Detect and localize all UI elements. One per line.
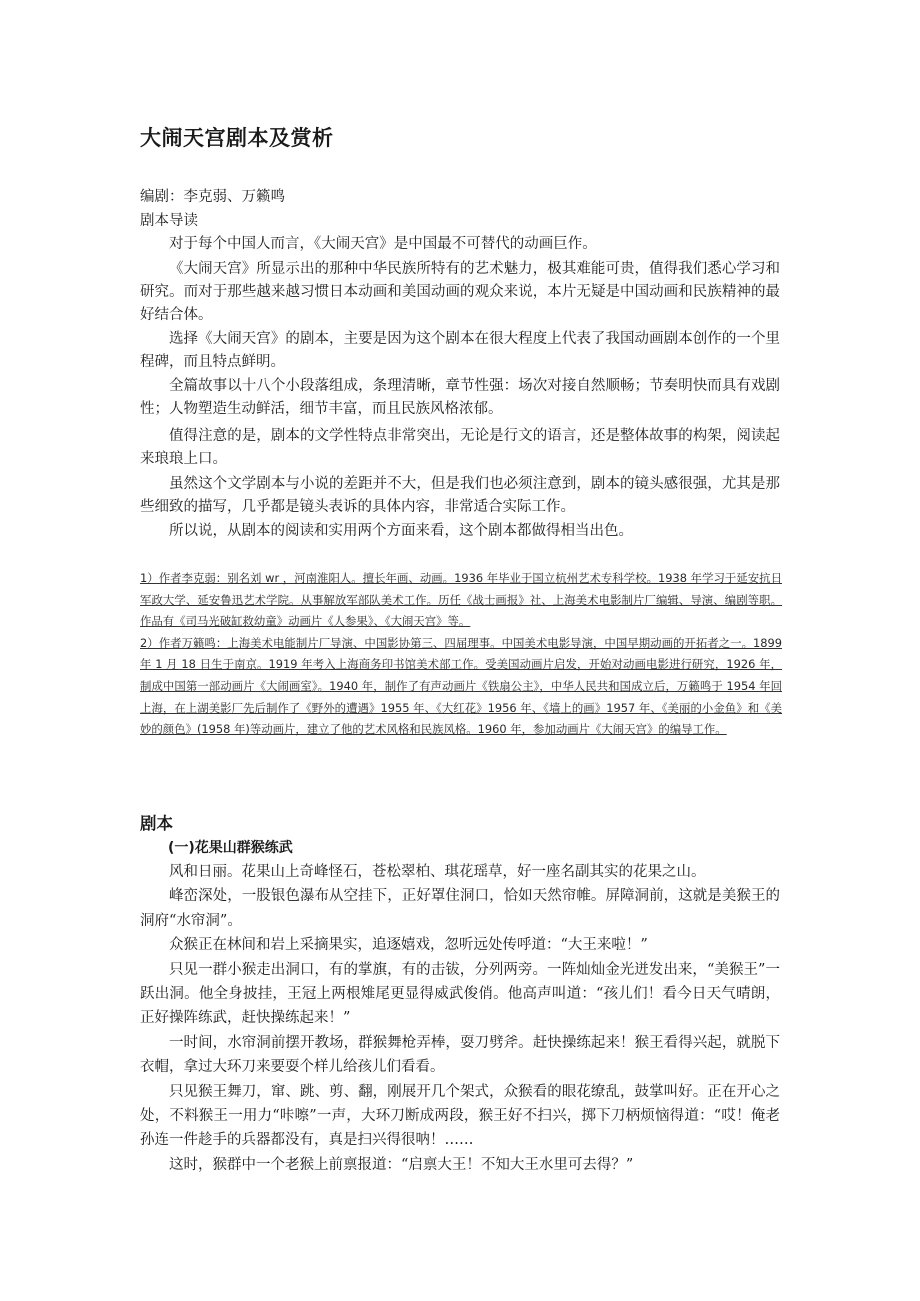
script-paragraph: 风和日丽。花果山上奇峰怪石，苍松翠柏、琪花瑶草，好一座名副其实的花果之山。 <box>169 864 706 880</box>
script-paragraph: 只见猴王舞刀，窜、跳、剪、翻，刚展开几个架式，众猴看的眼花缭乱，鼓掌叫好。正在开心之处，不料猴王一用力“咔嚓”一声，大环刀断成两段，猴王好不扫兴，掷下刀柄烦恼得道：“哎！俺老孙连一件趁手的兵器都没有，真是扫兴得很呐！…… <box>140 1083 780 1149</box>
page-title: 大闹天宫剧本及赏析 <box>140 126 334 150</box>
intro-paragraph: 对于每个中国人而言，《大闹天宫》是中国最不可替代的动画巨作。 <box>169 236 597 252</box>
script-paragraph: 只见一群小猴走出洞口，有的掌旗，有的击钹，分列两旁。一阵灿灿金光迸发出来，“美猴王”一跃出洞。他全身披挂，王冠上两根雉尾更显得威武俊俏。他高声叫道：“孩儿们！看今日天气晴朗，正好操阵练武，赶快操练起来！” <box>140 961 780 1027</box>
authors-line: 编剧：李克弱、万籁鸣 <box>140 189 285 205</box>
script-paragraph: 一时间，水帘洞前摆开教场，群猴舞枪弄棒，耍刀劈斧。赶快操练起来！猴王看得兴起，就脱下衣帽，拿过大环刀来要耍个样儿给孩儿们看看。 <box>140 1034 780 1076</box>
script-paragraph: 众猴正在林间和岩上采摘果实，追逐嬉戏，忽听远处传呼道：“大王来啦！” <box>169 937 648 954</box>
footnote-li-keruo: 1）作者李克弱：别名刘 wr ，河南淮阳人。擅长年画、动画。1936 年毕业于国立杭州艺术专科学校。1938 年学习于延安抗日军政大学、延安鲁迅艺术学院。从事解放军部队美术工作。历任《战士画报》社、上海美术电影制片厂编辑、导演、编剧等职。作品有《司马光破缸救幼童》动画片《人参果》、《大闹天宫》等。 <box>140 571 782 629</box>
script-heading: 剧本 <box>140 814 173 833</box>
intro-paragraph: 值得注意的是，剧本的文学性特点非常突出，无论是行文的语言，还是整体故事的构架，阅读起来琅琅上口。 <box>140 428 780 467</box>
intro-paragraph: 选择《大闹天宫》的剧本，主要是因为这个剧本在很大程度上代表了我国动画剧本创作的一个里程碑，而且特点鲜明。 <box>140 331 780 370</box>
intro-paragraph: 虽然这个文学剧本与小说的差距并不大，但是我们也必须注意到，剧本的镜头感很强，尤其是那些细致的描写，几乎都是镜头表诉的具体内容，非常适合实际工作。 <box>140 476 780 515</box>
intro-heading: 剧本导读 <box>140 213 198 229</box>
footnote-wan-laiming: 2）作者万籁鸣：上海美术电能制片厂导演、中国影协第三、四届理事。中国美术电影导演，中国早期动画的开拓者之一。1899 年 1 月 18 日生于南京。1919 年考入上海商务印书馆美术部工作。受美国动画片启发，开始对动画电影进行研究，1926 年，制成中国第一部动画片《大闹画室》。1940 年，制作了有声动画片《铁扇公主》，中华人民共和国成立后，万籁鸣于 1954 年回上海，在上湖美影厂先后制作了《野外的遭遇》1955 年、《大红花》1956 年、《墙上的画》1957 年、《美丽的小金鱼》和《美妙的颜色》(1958 年)等动画片，建立了他的艺术风格和民族风格。1960 年，参加动画片《大闹天宫》的编导工作。 <box>140 635 782 737</box>
author-footnotes <box>140 568 782 741</box>
scene-heading: (一)花果山群猴练武 <box>168 840 293 856</box>
script-paragraph: 峰峦深处，一股银色瀑布从空挂下，正好罩住洞口，恰如天然帘帷。屏障洞前，这就是美猴王的洞府“水帘洞”。 <box>140 888 780 929</box>
intro-paragraph: 《大闹天宫》所显示出的那种中华民族所特有的艺术魅力，极其难能可贵，值得我们悉心学习和研究。而对于那些越来越习惯日本动画和美国动画的观众来说，本片无疑是中国动画和民族精神的最好结合体。 <box>140 261 780 323</box>
script-body <box>140 860 780 1177</box>
intro-paragraph: 全篇故事以十八个小段落组成，条理清晰，章节性强：场次对接自然顺畅；节奏明快而具有戏剧性；人物塑造生动鲜活，细节丰富，而且民族风格浓郁。 <box>140 378 780 417</box>
intro-paragraph: 所以说，从剧本的阅读和实用两个方面来看，这个剧本都做得相当出色。 <box>169 523 633 539</box>
script-paragraph: 这时，猴群中一个老猴上前禀报道：“启禀大王！不知大王水里可去得？” <box>169 1156 634 1173</box>
